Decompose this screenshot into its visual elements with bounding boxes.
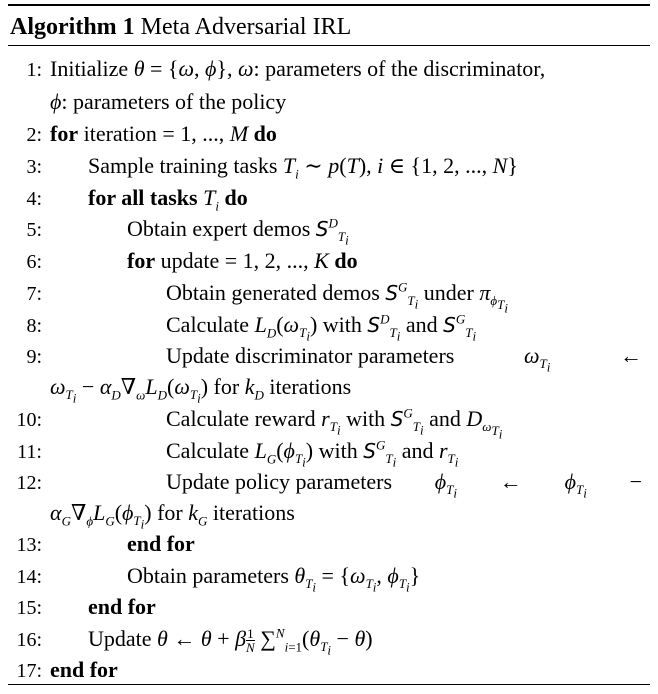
algo-line-10 — [0, 405, 650, 442]
line-content: $\alpha_G\nabla_\phi L_G(\phi_{T_i})$ for $k_G$ iterations — [50, 500, 295, 532]
algo-line-14 — [0, 563, 650, 593]
line-content: $\omega_{T_i} - \alpha_D\nabla_\omega L_D(\omega_{T_i})$ for $k_D$ iterations — [50, 374, 352, 406]
line-content: for all tasks $T_i$ do — [88, 185, 248, 214]
line-content: ϕ: parameters of the policy — [50, 89, 287, 114]
algo-line-17 — [0, 657, 650, 687]
line-number: 14: — [16, 566, 42, 588]
algo-line-12-cont — [0, 500, 650, 530]
line-content: Update θ ← θ + β $\frac{1}{N}$ $\sum^N_{i=1}(\theta_{T_i} - \theta)$ — [88, 625, 373, 658]
line-number: 2: — [26, 124, 42, 146]
algo-line-16 — [0, 626, 650, 656]
line-number: 5: — [26, 219, 42, 241]
line-content: for iteration = 1, ..., M do — [50, 121, 277, 146]
fraction: $\frac{1}{N}$ — [246, 626, 255, 656]
line-content: Initialize θ = {ω, ϕ}, ω: parameters of the discriminator, — [50, 56, 546, 81]
algo-line-3 — [0, 153, 650, 183]
line-number: 4: — [26, 188, 42, 210]
line-number: 15: — [16, 597, 42, 619]
line-number: 17: — [16, 660, 42, 682]
line-number: 7: — [26, 283, 42, 305]
line-content: for update = 1, 2, ..., K do — [127, 248, 358, 273]
algo-line-1-cont — [0, 89, 650, 119]
top-rule — [8, 4, 650, 6]
line-content: Calculate reward $r_{T_i}$ with $S^G_{T_i}$ and $D_{\omega_{T_i}}$ — [166, 405, 503, 442]
line-content: Calculate $L_G(\phi_{T_i})$ with $S^G_{T_i}$ and $r_{T_i}$ — [166, 437, 459, 470]
line-content: Sample training tasks $T_i$ ∼ p(T), i ∈ {1, 2, ..., N} — [88, 153, 518, 182]
algo-line-12 — [0, 469, 650, 499]
algo-line-4 — [0, 185, 650, 215]
algorithm-name: Meta Adversarial IRL — [140, 14, 352, 40]
algo-line-13 — [0, 531, 650, 561]
line-number: 1: — [26, 59, 42, 81]
line-number: 12: — [16, 472, 42, 494]
line-content: Update policy parameters $\phi_{T_i}$ ← $\phi_{T_i}$ − — [166, 469, 642, 501]
algorithm-label: Algorithm 1 — [10, 14, 135, 40]
line-content: Obtain parameters $\theta_{T_i} = \{\omega_{T_i}$, $\phi_{T_i}$} — [127, 563, 421, 595]
line-content: Update discriminator parameters $\omega_{T_i}$ ← — [166, 343, 642, 375]
algo-line-7 — [0, 279, 650, 316]
line-content: Obtain generated demos $S^G_{T_i}$ under $\pi_{\phi_{T_i}}$ — [166, 279, 508, 316]
algo-line-11 — [0, 438, 650, 468]
line-number: 11: — [17, 441, 42, 463]
line-number: 16: — [16, 629, 42, 651]
line-number: 3: — [26, 156, 42, 178]
algo-line-9-cont — [0, 374, 650, 404]
line-content: Obtain expert demos $S^D_{T_i}$ — [127, 215, 349, 248]
line-number: 9: — [26, 346, 42, 368]
algo-line-9 — [0, 343, 650, 373]
line-number: 6: — [26, 251, 42, 273]
line-number: 10: — [16, 409, 42, 431]
line-number: 8: — [26, 315, 42, 337]
line-content: end for — [50, 657, 118, 682]
bottom-rule — [8, 684, 650, 685]
line-number: 13: — [16, 534, 42, 556]
header-rule — [8, 45, 650, 46]
line-content: end for — [88, 594, 156, 619]
algo-line-15 — [0, 594, 650, 624]
line-content: Calculate $L_D(\omega_{T_i})$ with $S^D_{T_i}$ and $S^G_{T_i}$ — [166, 311, 477, 344]
algo-line-8 — [0, 312, 650, 342]
line-content: end for — [127, 531, 195, 556]
algo-line-5 — [0, 216, 650, 246]
algo-line-6 — [0, 248, 650, 278]
algo-line-2 — [0, 121, 650, 151]
algo-line-1 — [0, 56, 650, 86]
algorithm-title — [10, 14, 351, 41]
